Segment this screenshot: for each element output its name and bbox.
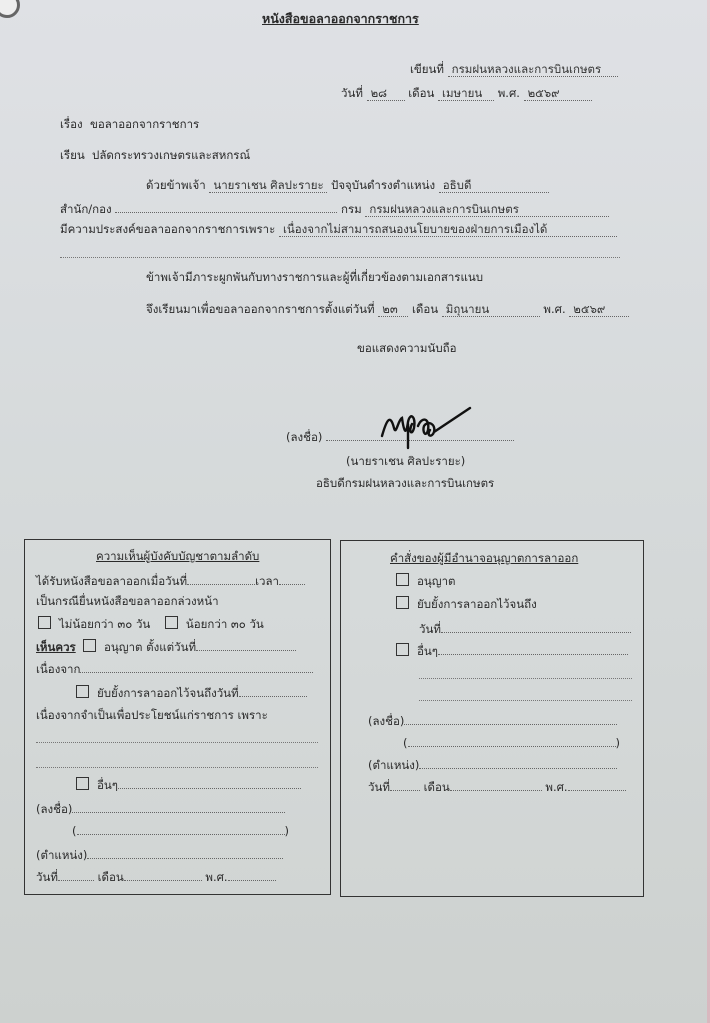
reason-continuation-line[interactable] (60, 257, 620, 258)
other-label: อื่นๆ (97, 778, 118, 792)
delay-checkbox[interactable] (76, 685, 89, 698)
delay-reason-label: เนื่องจากจำเป็นเพื่อประโยชน์แก่ราชการ เพราะ (36, 708, 268, 722)
supervisor-name-row (72, 822, 289, 838)
approve-from-checkbox[interactable] (83, 639, 96, 652)
opinion-row (36, 638, 296, 654)
name-field[interactable]: นายราเชน ศิลปะรายะ (209, 178, 327, 193)
obligation-text: ข้าพเจ้ามีภาระผูกพันกับทางราชการและผู้ที่เกี่ยวข้องตามเอกสารแนบ (146, 270, 484, 284)
department-field[interactable]: กรมฝนหลวงและการบินเกษตร (365, 202, 609, 217)
date-day-field[interactable]: ๒๘ (367, 86, 405, 101)
supervisor-position-field[interactable] (87, 846, 283, 859)
written-at-row (410, 62, 618, 77)
day-label: วันที่ (36, 870, 58, 884)
month-label: เดือน (97, 870, 124, 884)
supervisor-day-field[interactable] (58, 868, 94, 881)
signer-title: อธิบดีกรมฝนหลวงและการบินเกษตร (316, 476, 495, 490)
document-title: หนังสือขอลาออกจากราชการ (262, 11, 419, 26)
supervisor-signature-field[interactable] (72, 800, 285, 813)
date-label: วันที่ (341, 86, 363, 100)
body-line-reason (60, 222, 617, 237)
authority-other-line-2[interactable] (419, 700, 632, 701)
effective-month-field[interactable]: มิถุนายน (442, 302, 540, 317)
sign-label: (ลงชื่อ) (286, 430, 323, 444)
effective-day-field[interactable]: ๒๓ (378, 302, 408, 317)
authority-approve-row (396, 573, 456, 588)
subject-row (60, 117, 199, 131)
office-field[interactable] (115, 200, 337, 213)
body-line-office (60, 200, 609, 217)
subject-value: ขอลาออกจากราชการ (89, 117, 200, 131)
received-label: ได้รับหนังสือขอลาออกเมื่อวันที่ (36, 574, 188, 588)
year-label: พ.ศ. (497, 86, 520, 100)
less-30-checkbox[interactable] (165, 616, 178, 629)
authority-other-checkbox[interactable] (396, 643, 409, 656)
authority-other-label: อื่นๆ (417, 644, 438, 658)
day-label: วันที่ (368, 780, 390, 794)
approve-from-date-field[interactable] (196, 638, 296, 651)
delay-reason-line-1[interactable] (36, 742, 318, 743)
month-label: เดือน (408, 86, 435, 100)
authority-delay-checkbox[interactable] (396, 596, 409, 609)
authority-month-field[interactable] (450, 778, 542, 791)
month-label: เดือน (423, 780, 450, 794)
effective-year-field[interactable]: ๒๕๖๙ (569, 302, 629, 317)
self-label: ด้วยข้าพเจ้า (146, 178, 206, 192)
position-label: (ตำแหน่ง) (36, 848, 88, 862)
delay-reason-line-2[interactable] (36, 767, 318, 768)
written-at-label: เขียนที่ (410, 62, 444, 76)
supervisor-date-row (36, 868, 276, 884)
not-less-30-label: ไม่น้อยกว่า ๓๐ วัน (59, 617, 151, 631)
received-date-field[interactable] (187, 572, 255, 585)
authority-other-line-1[interactable] (419, 678, 632, 679)
supervisor-position-row (36, 846, 283, 862)
authority-position-field[interactable] (419, 756, 617, 769)
to-row (60, 148, 250, 162)
authority-name-field[interactable] (408, 734, 616, 747)
authority-delay-row (396, 596, 537, 611)
to-value: ปลัดกระทรวงเกษตรและสหกรณ์ (92, 148, 251, 162)
delay-label: ยับยั้งการลาออกไว้จนถึงวันที่ (97, 686, 239, 700)
because-row (36, 660, 313, 676)
other-field[interactable] (118, 776, 301, 789)
because-field[interactable] (80, 660, 313, 673)
advance-label: เป็นกรณียื่นหนังสือขอลาออกล่วงหน้า (36, 594, 219, 608)
sign-label: (ลงชื่อ) (36, 802, 73, 816)
authority-approve-checkbox[interactable] (396, 573, 409, 586)
paren-close: ) (284, 824, 289, 838)
department-label: กรม (340, 202, 362, 216)
authority-other-row (396, 642, 628, 658)
advance-options-row (38, 616, 264, 631)
subject-label: เรื่อง (60, 117, 83, 131)
paren-close: ) (615, 736, 620, 750)
authority-heading: คำสั่งของผู้มีอำนาจอนุญาตการลาออก (390, 551, 579, 565)
authority-delay-label: ยับยั้งการลาออกไว้จนถึง (417, 597, 537, 611)
position-label: ปัจจุบันดำรงตำแหน่ง (331, 178, 436, 192)
not-less-30-checkbox[interactable] (38, 616, 51, 629)
request-label: จึงเรียนมาเพื่อขอลาออกจากราชการตั้งแต่วันที่ (146, 302, 375, 316)
printed-name: (นายราเชน ศิลปะรายะ) (346, 454, 466, 468)
supervisor-name-field[interactable] (77, 822, 285, 835)
because-label: เนื่องจาก (36, 662, 81, 676)
received-row (36, 572, 305, 588)
delay-row (76, 684, 307, 700)
authority-day-row (419, 620, 631, 636)
position-field[interactable]: อธิบดี (439, 178, 549, 193)
written-at-field[interactable]: กรมฝนหลวงและการบินเกษตร (448, 62, 618, 77)
supervisor-sign-row (36, 800, 285, 816)
authority-day-field[interactable] (390, 778, 420, 791)
request-row (146, 302, 629, 317)
office-label: สำนัก/กอง (60, 202, 112, 216)
authority-other-field[interactable] (438, 642, 628, 655)
to-label: เรียน (60, 148, 85, 162)
authority-approve-label: อนุญาต (417, 574, 456, 588)
handwritten-signature-icon (378, 402, 474, 452)
less-30-label: น้อยกว่า ๓๐ วัน (185, 617, 264, 631)
paren-open: ( (403, 736, 408, 750)
authority-day-label: วันที่ (419, 622, 441, 636)
date-month-field[interactable]: เมษายน (438, 86, 494, 101)
authority-date-row (368, 778, 626, 794)
delay-date-field[interactable] (239, 684, 307, 697)
reason-label: มีความประสงค์ขอลาออกจากราชการเพราะ (60, 222, 276, 236)
closing-text: ขอแสดงความนับถือ (357, 341, 457, 355)
date-year-field[interactable]: ๒๕๖๙ (524, 86, 592, 101)
authority-name-row (403, 734, 620, 750)
received-time-field[interactable] (279, 572, 305, 585)
authority-sign-row (368, 712, 617, 728)
authority-position-row (368, 756, 617, 772)
opinion-label: เห็นควร (36, 640, 76, 654)
authority-year-field[interactable] (568, 778, 626, 791)
authority-delay-date-field[interactable] (441, 620, 631, 633)
supervisor-month-field[interactable] (124, 868, 202, 881)
other-row (76, 776, 301, 792)
year-label: พ.ศ. (545, 780, 568, 794)
year-label: พ.ศ. (205, 870, 228, 884)
paren-open: ( (72, 824, 77, 838)
supervisor-year-field[interactable] (228, 868, 276, 881)
effective-year-label: พ.ศ. (543, 302, 566, 316)
body-line-self (146, 178, 549, 193)
approve-from-label: อนุญาต ตั้งแต่วันที่ (104, 640, 197, 654)
effective-month-label: เดือน (411, 302, 439, 316)
authority-signature-field[interactable] (404, 712, 617, 725)
time-label: เวลา (255, 574, 279, 588)
sign-label: (ลงชื่อ) (368, 714, 405, 728)
date-row (341, 86, 592, 101)
position-label: (ตำแหน่ง) (368, 758, 420, 772)
punch-hole (0, 0, 20, 18)
supervisor-heading: ความเห็นผู้บังคับบัญชาตามลำดับ (96, 549, 260, 563)
reason-field[interactable]: เนื่องจากไม่สามารถสนองนโยบายของฝ่ายการเมืองได้ (279, 222, 617, 237)
other-checkbox[interactable] (76, 777, 89, 790)
